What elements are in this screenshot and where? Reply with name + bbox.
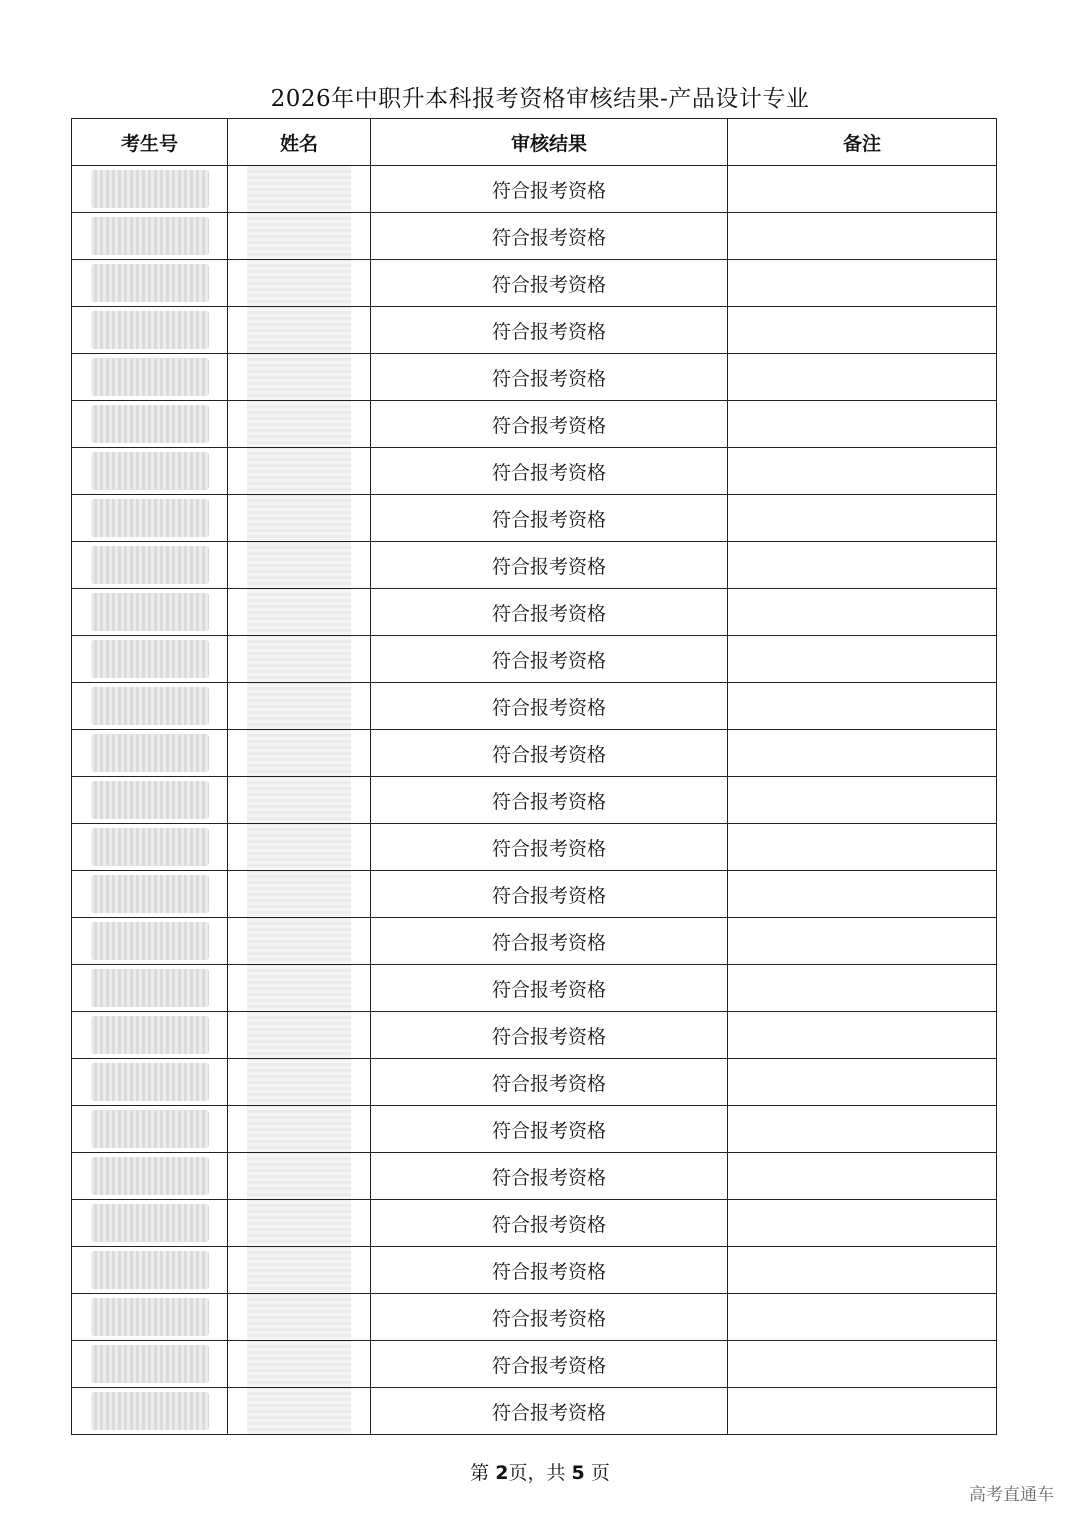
redaction-blur [91,734,209,772]
cell-name-redacted [228,401,371,448]
cell-remarks [728,1341,997,1388]
header-review-result: 审核结果 [371,119,728,166]
cell-name-redacted [228,1106,371,1153]
cell-candidate-id-redacted [72,1012,228,1059]
redaction-blur [247,824,351,870]
table-row [72,542,997,589]
cell-review-result: 符合报考资格 [371,542,728,589]
cell-remarks [728,260,997,307]
cell-candidate-id-redacted [72,1200,228,1247]
redaction-blur [91,922,209,960]
cell-remarks [728,824,997,871]
cell-review-result: 符合报考资格 [371,260,728,307]
cell-candidate-id-redacted [72,1106,228,1153]
redaction-blur [91,1110,209,1148]
table-row [72,495,997,542]
cell-name-redacted [228,260,371,307]
cell-review-result: 符合报考资格 [371,166,728,213]
table-row [72,589,997,636]
cell-candidate-id-redacted [72,1388,228,1435]
redaction-blur [247,213,351,259]
redaction-blur [247,636,351,682]
cell-candidate-id-redacted [72,1247,228,1294]
table-row [72,1106,997,1153]
cell-name-redacted [228,542,371,589]
cell-remarks [728,683,997,730]
cell-review-result: 符合报考资格 [371,495,728,542]
table-row [72,1153,997,1200]
redaction-blur [91,875,209,913]
redaction-blur [91,499,209,537]
cell-name-redacted [228,965,371,1012]
redaction-blur [247,871,351,917]
cell-name-redacted [228,495,371,542]
table-row [72,871,997,918]
cell-remarks [728,777,997,824]
table-row [72,307,997,354]
total-pages-number: 5 [571,1462,585,1484]
page-footer [0,1458,1080,1485]
cell-remarks [728,1294,997,1341]
cell-review-result: 符合报考资格 [371,401,728,448]
cell-remarks [728,401,997,448]
cell-name-redacted [228,307,371,354]
redaction-blur [91,969,209,1007]
redaction-blur [91,1204,209,1242]
cell-name-redacted [228,448,371,495]
cell-remarks [728,730,997,777]
cell-review-result: 符合报考资格 [371,1247,728,1294]
redaction-blur [247,260,351,306]
table-row [72,1388,997,1435]
table-row [72,1200,997,1247]
redaction-blur [247,777,351,823]
redaction-blur [247,1106,351,1152]
cell-name-redacted [228,589,371,636]
table-row [72,260,997,307]
header-remarks: 备注 [728,119,997,166]
redaction-blur [91,405,209,443]
cell-candidate-id-redacted [72,307,228,354]
cell-candidate-id-redacted [72,965,228,1012]
cell-remarks [728,1059,997,1106]
watermark-text: 高考直通车 [969,1485,1054,1505]
redaction-blur [91,311,209,349]
cell-review-result: 符合报考资格 [371,636,728,683]
cell-remarks [728,542,997,589]
redaction-blur [247,589,351,635]
cell-candidate-id-redacted [72,918,228,965]
table-row [72,448,997,495]
cell-name-redacted [228,871,371,918]
current-page-number: 2 [495,1462,509,1484]
cell-name-redacted [228,777,371,824]
cell-remarks [728,1247,997,1294]
cell-remarks [728,1106,997,1153]
cell-remarks [728,871,997,918]
cell-review-result: 符合报考资格 [371,871,728,918]
table-row [72,401,997,448]
results-table [71,118,997,1435]
table-row [72,636,997,683]
table-row [72,213,997,260]
redaction-blur [91,1251,209,1289]
cell-candidate-id-redacted [72,354,228,401]
cell-review-result: 符合报考资格 [371,1012,728,1059]
redaction-blur [91,687,209,725]
cell-name-redacted [228,1153,371,1200]
header-name: 姓名 [228,119,371,166]
cell-candidate-id-redacted [72,495,228,542]
cell-candidate-id-redacted [72,401,228,448]
redaction-blur [247,1153,351,1199]
footer-suffix: 页 [590,1462,610,1484]
redaction-blur [247,1247,351,1293]
cell-name-redacted [228,918,371,965]
redaction-blur [247,918,351,964]
redaction-blur [247,730,351,776]
cell-candidate-id-redacted [72,730,228,777]
redaction-blur [247,1341,351,1387]
redaction-blur [91,781,209,819]
cell-remarks [728,965,997,1012]
cell-review-result: 符合报考资格 [371,965,728,1012]
cell-remarks [728,495,997,542]
cell-review-result: 符合报考资格 [371,589,728,636]
cell-candidate-id-redacted [72,824,228,871]
table-row [72,166,997,213]
cell-review-result: 符合报考资格 [371,1388,728,1435]
cell-review-result: 符合报考资格 [371,1153,728,1200]
cell-remarks [728,589,997,636]
cell-name-redacted [228,1341,371,1388]
redaction-blur [91,828,209,866]
cell-name-redacted [228,636,371,683]
cell-remarks [728,448,997,495]
cell-review-result: 符合报考资格 [371,448,728,495]
table-row [72,918,997,965]
redaction-blur [247,1388,351,1434]
redaction-blur [247,401,351,447]
cell-candidate-id-redacted [72,1294,228,1341]
redaction-blur [247,354,351,400]
cell-review-result: 符合报考资格 [371,824,728,871]
cell-name-redacted [228,354,371,401]
cell-name-redacted [228,683,371,730]
cell-name-redacted [228,1059,371,1106]
redaction-blur [247,307,351,353]
table-body [72,166,997,1435]
redaction-blur [91,358,209,396]
cell-candidate-id-redacted [72,260,228,307]
redaction-blur [91,1157,209,1195]
cell-candidate-id-redacted [72,1059,228,1106]
redaction-blur [247,448,351,494]
table-row [72,1294,997,1341]
cell-name-redacted [228,1012,371,1059]
cell-review-result: 符合报考资格 [371,918,728,965]
redaction-blur [247,1200,351,1246]
table-row [72,777,997,824]
table-row [72,1341,997,1388]
cell-name-redacted [228,1294,371,1341]
footer-middle: 页，共 [508,1462,566,1484]
cell-name-redacted [228,1200,371,1247]
redaction-blur [247,1059,351,1105]
redaction-blur [91,1298,209,1336]
redaction-blur [91,264,209,302]
cell-remarks [728,918,997,965]
redaction-blur [247,683,351,729]
cell-candidate-id-redacted [72,213,228,260]
cell-remarks [728,1388,997,1435]
cell-review-result: 符合报考资格 [371,213,728,260]
cell-candidate-id-redacted [72,1153,228,1200]
redaction-blur [247,1294,351,1340]
redaction-blur [91,217,209,255]
cell-name-redacted [228,1247,371,1294]
redaction-blur [91,1016,209,1054]
redaction-blur [247,166,351,212]
cell-name-redacted [228,213,371,260]
cell-remarks [728,213,997,260]
cell-candidate-id-redacted [72,589,228,636]
cell-candidate-id-redacted [72,683,228,730]
redaction-blur [247,965,351,1011]
cell-remarks [728,1200,997,1247]
cell-name-redacted [228,1388,371,1435]
cell-candidate-id-redacted [72,542,228,589]
cell-review-result: 符合报考资格 [371,1200,728,1247]
cell-review-result: 符合报考资格 [371,730,728,777]
page-title: 2026年中职升本科报考资格审核结果-产品设计专业 [270,86,810,112]
redaction-blur [91,1063,209,1101]
cell-remarks [728,1012,997,1059]
cell-remarks [728,307,997,354]
cell-review-result: 符合报考资格 [371,1059,728,1106]
cell-candidate-id-redacted [72,777,228,824]
cell-review-result: 符合报考资格 [371,683,728,730]
redaction-blur [91,1345,209,1383]
cell-review-result: 符合报考资格 [371,354,728,401]
redaction-blur [247,495,351,541]
table-row [72,683,997,730]
cell-review-result: 符合报考资格 [371,777,728,824]
footer-prefix: 第 [470,1462,490,1484]
cell-remarks [728,354,997,401]
table-row [72,1247,997,1294]
cell-review-result: 符合报考资格 [371,1106,728,1153]
cell-candidate-id-redacted [72,448,228,495]
table-row [72,1012,997,1059]
redaction-blur [91,170,209,208]
redaction-blur [91,593,209,631]
cell-review-result: 符合报考资格 [371,1341,728,1388]
cell-candidate-id-redacted [72,636,228,683]
cell-remarks [728,166,997,213]
cell-name-redacted [228,824,371,871]
redaction-blur [91,640,209,678]
cell-review-result: 符合报考资格 [371,1294,728,1341]
table-row [72,824,997,871]
header-candidate-id: 考生号 [72,119,228,166]
cell-review-result: 符合报考资格 [371,307,728,354]
redaction-blur [247,542,351,588]
cell-candidate-id-redacted [72,166,228,213]
cell-remarks [728,636,997,683]
table-row [72,730,997,777]
table-row [72,354,997,401]
cell-name-redacted [228,730,371,777]
cell-candidate-id-redacted [72,871,228,918]
redaction-blur [247,1012,351,1058]
redaction-blur [91,452,209,490]
table-header-row [72,119,997,166]
redaction-blur [91,1392,209,1430]
redaction-blur [91,546,209,584]
cell-candidate-id-redacted [72,1341,228,1388]
table-row [72,965,997,1012]
cell-remarks [728,1153,997,1200]
cell-name-redacted [228,166,371,213]
table-row [72,1059,997,1106]
